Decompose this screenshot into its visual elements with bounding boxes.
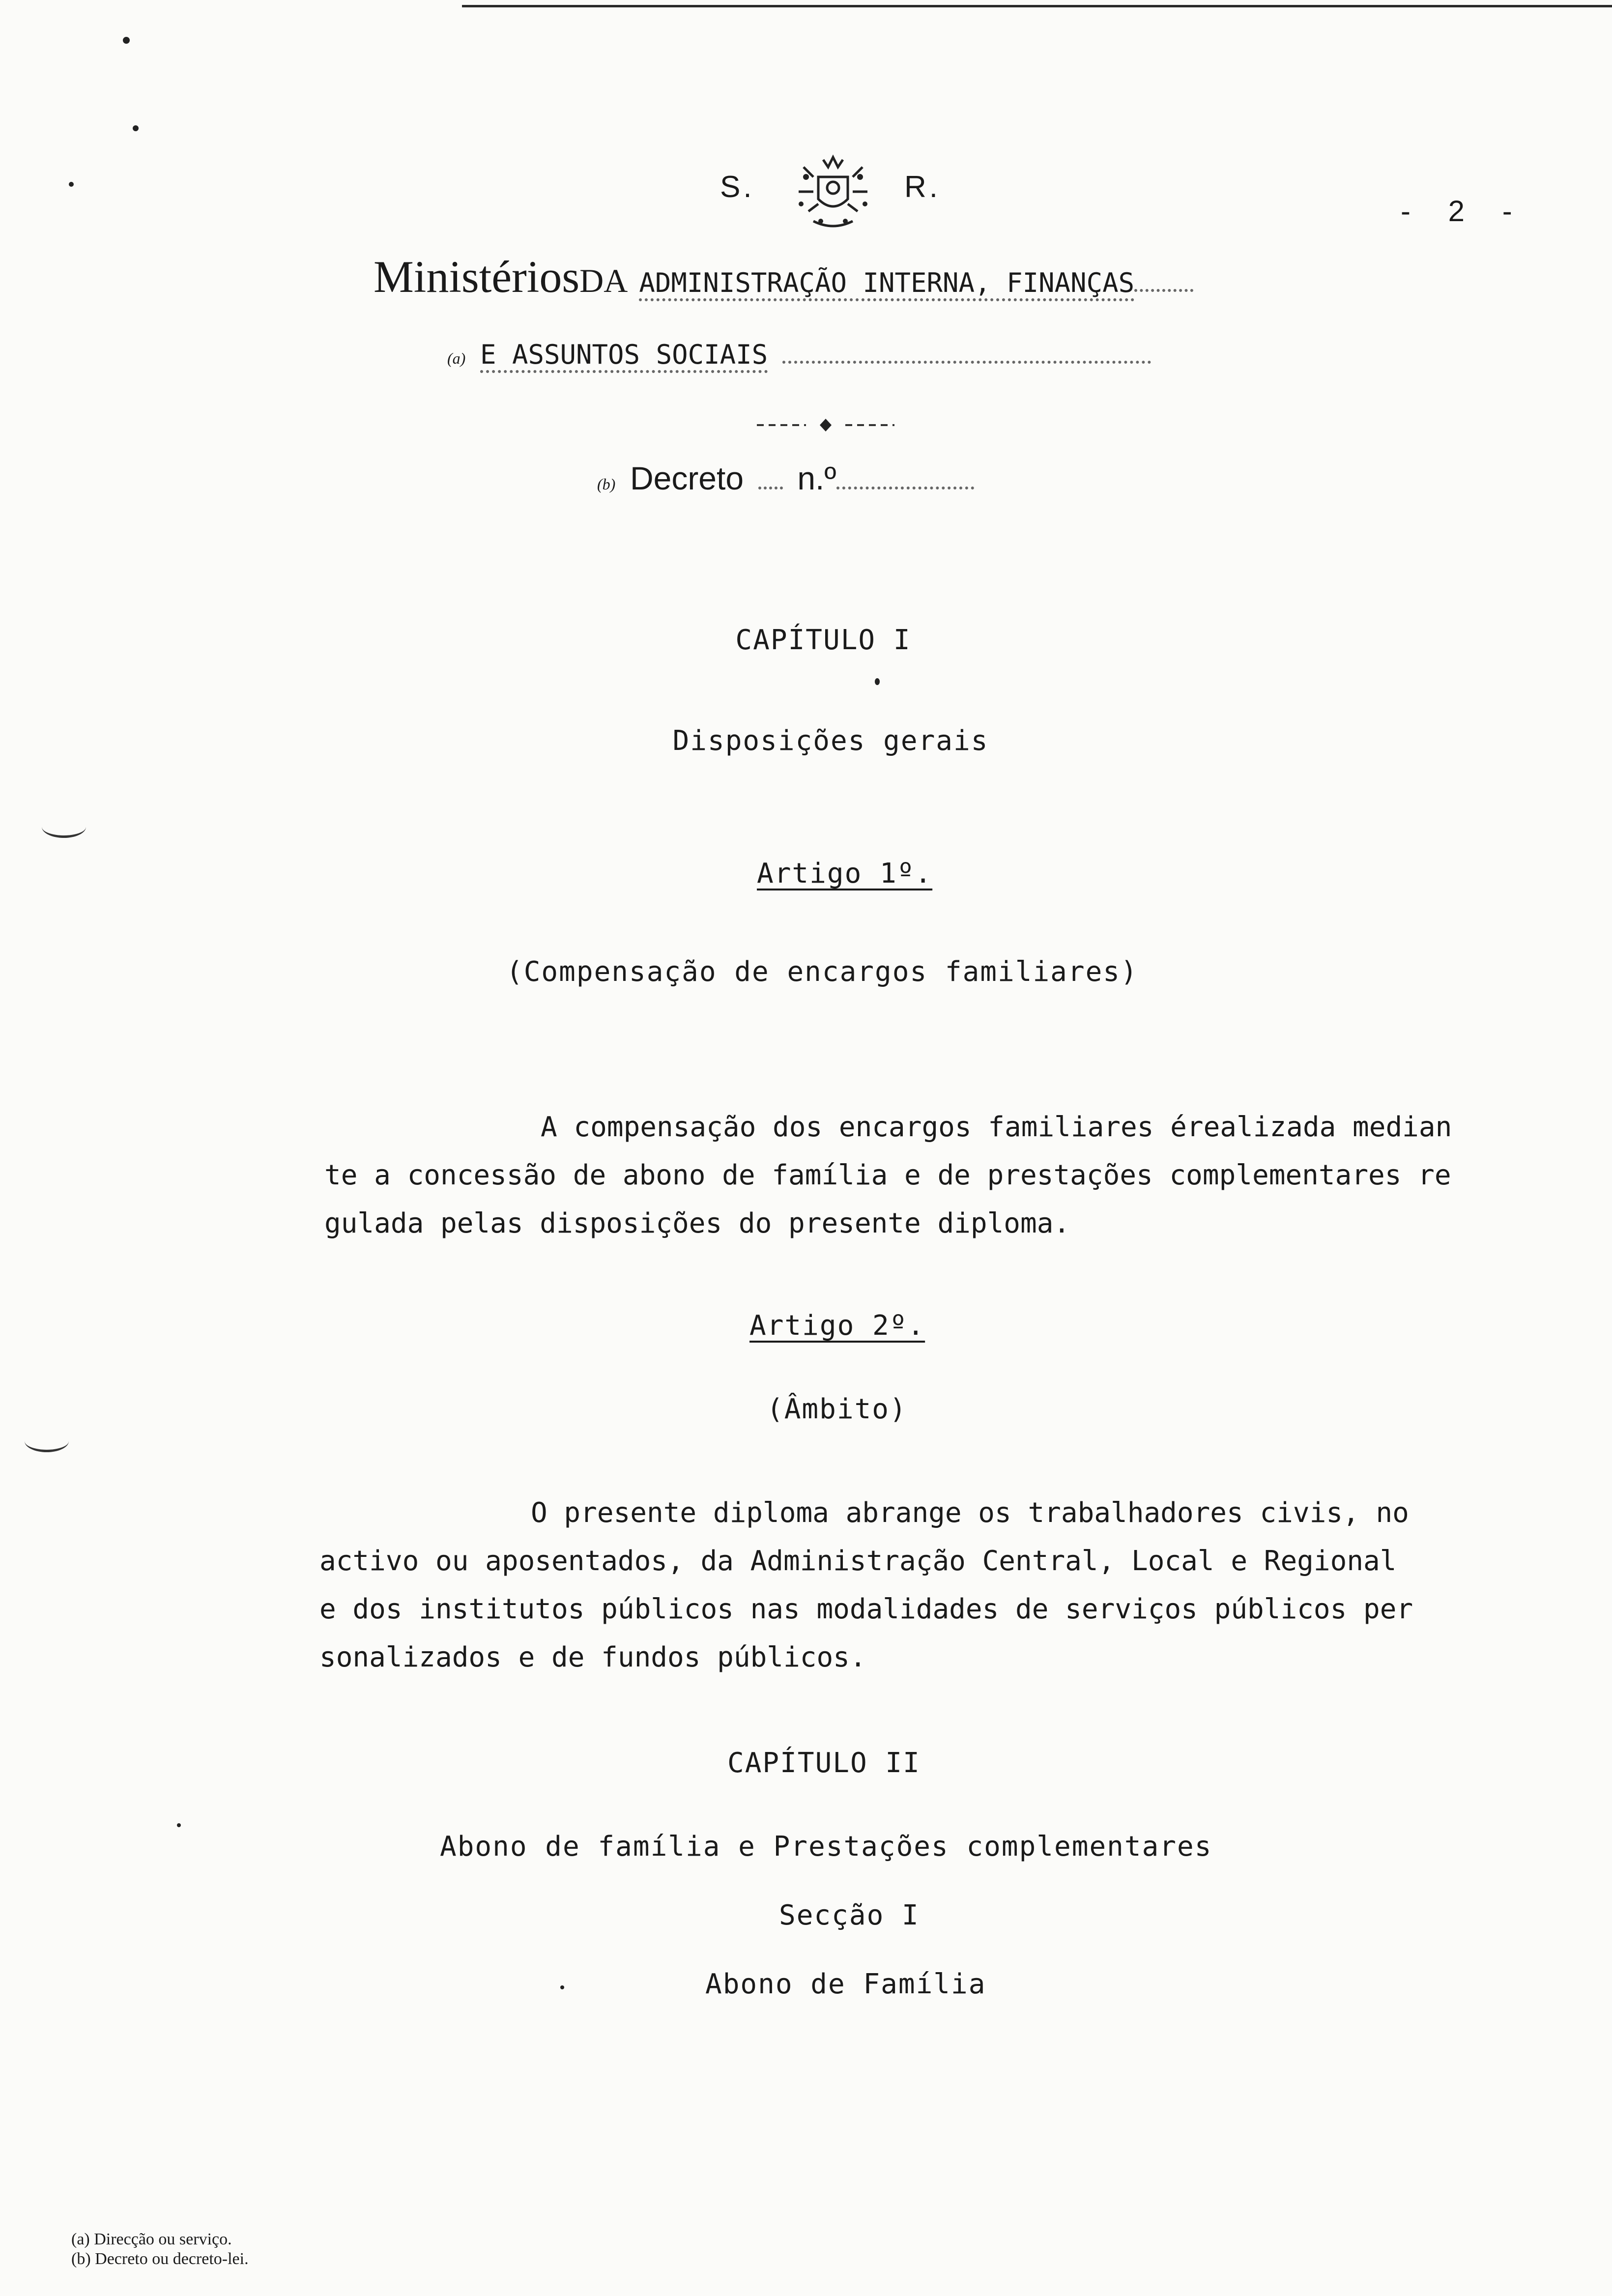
ministry-line-2 bbox=[447, 339, 1151, 370]
ministries-line2: E ASSUNTOS SOCIAIS bbox=[480, 339, 768, 373]
decreto-number-label: n.º bbox=[797, 460, 836, 496]
article-1-heading: (Compensação de encargos familiares) bbox=[506, 956, 1138, 988]
dotted-fill bbox=[758, 487, 783, 489]
da-label: DA bbox=[579, 262, 628, 299]
article-2-heading: (Âmbito) bbox=[767, 1393, 907, 1425]
ornament-divider bbox=[752, 418, 899, 432]
article-1-title: Artigo 1º. bbox=[757, 858, 933, 890]
chapter-2-subtitle: Abono de família e Prestações complementares bbox=[440, 1831, 1212, 1863]
article-2-line: e dos institutos públicos nas modalidades de serviços públicos per bbox=[319, 1593, 1413, 1625]
ministry-heading bbox=[374, 251, 1193, 303]
chapter-1-subtitle: Disposições gerais bbox=[672, 725, 989, 757]
article-1-line: te a concessão de abono de família e de prestações complementares re bbox=[324, 1159, 1451, 1191]
section-1-label: Secção I bbox=[779, 1899, 920, 1931]
scan-speck bbox=[177, 1823, 181, 1827]
top-rule bbox=[462, 5, 1612, 7]
footnote-ref-a: (a) bbox=[447, 349, 466, 367]
scan-speck bbox=[875, 678, 880, 685]
article-2-title: Artigo 2º. bbox=[749, 1310, 925, 1342]
ministries-line1: ADMINISTRAÇÃO INTERNA, FINANÇAS bbox=[639, 267, 1134, 301]
binder-hole-mark bbox=[42, 816, 86, 838]
binder-hole-mark bbox=[25, 1430, 69, 1452]
article-2-line: activo ou aposentados, da Administração Central, Local e Regional bbox=[319, 1545, 1397, 1577]
letterhead-r: R. bbox=[904, 170, 941, 204]
article-2-line: sonalizados e de fundos públicos. bbox=[319, 1641, 866, 1673]
chapter-1-title: CAPÍTULO I bbox=[735, 624, 911, 656]
decree-line bbox=[597, 459, 974, 497]
coat-of-arms-icon bbox=[784, 147, 882, 231]
page-number: - 2 - bbox=[1401, 195, 1527, 228]
dotted-fill bbox=[782, 361, 1151, 364]
article-1-body bbox=[324, 1103, 1553, 1248]
section-1-title: Abono de Família bbox=[705, 1968, 986, 2000]
scan-speck bbox=[560, 1985, 564, 1989]
decreto-label: Decreto bbox=[630, 460, 744, 496]
article-2-body bbox=[319, 1489, 1548, 1682]
ministerios-label: Ministérios bbox=[374, 252, 580, 302]
letterhead-s: S. bbox=[720, 170, 755, 204]
footnote-ref-b: (b) bbox=[597, 475, 616, 493]
scan-speck bbox=[69, 182, 74, 187]
dotted-fill bbox=[836, 487, 974, 489]
article-1-line: gulada pelas disposições do presente diploma. bbox=[324, 1207, 1070, 1239]
dotted-fill bbox=[1134, 289, 1193, 292]
article-1-line: A compensação dos encargos familiares érealizada median bbox=[541, 1111, 1452, 1143]
scan-speck bbox=[123, 37, 130, 44]
chapter-2-title: CAPÍTULO II bbox=[727, 1747, 921, 1779]
scan-speck bbox=[133, 125, 139, 131]
article-2-line: O presente diploma abrange os trabalhadores civis, no bbox=[531, 1497, 1409, 1529]
footnote-b: (b) Decreto ou decreto-lei. bbox=[71, 2250, 249, 2268]
footnote-a: (a) Direcção ou serviço. bbox=[71, 2230, 232, 2248]
